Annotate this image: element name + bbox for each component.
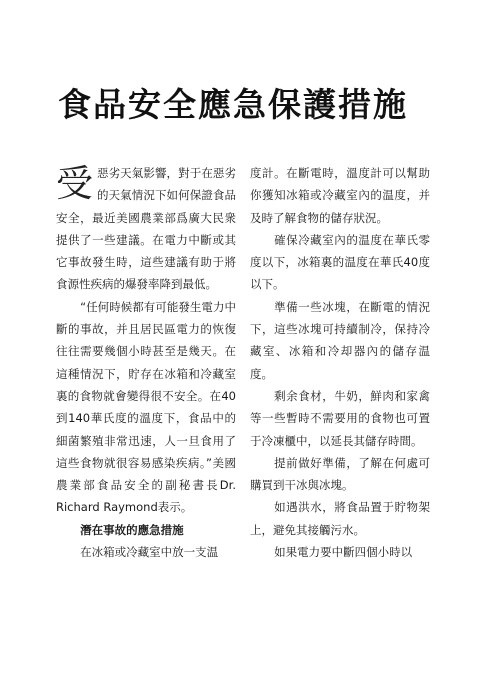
body-paragraph: 如遇洪水，將食品置于貯物架上，避免其接觸污水。 — [250, 500, 430, 537]
section-subheading: 潛在事故的應急措施 — [80, 522, 184, 537]
body-paragraph: 確保冷藏室內的温度在華氏零度以下，冰箱裏的温度在華氏40度以下。 — [250, 232, 430, 292]
quote-paragraph: “任何時候都有可能發生電力中斷的事故，并且居民區電力的恢復往往需要幾個小時甚至是幾天。在這種情況下，貯存在冰箱和冷藏室裏的食物就會變得很不安全。在40到140華氏度的溫度下，食品中的細菌繁殖非常迅速，人一旦食用了這些食物就很容易感染疾病。”美國農業部食品安全的副秘書長Dr. Richard Raymond表示。 — [56, 299, 236, 515]
right-column — [250, 162, 430, 563]
body-paragraph: 如果電力要中斷四個小時以 — [274, 545, 413, 560]
intro-paragraph — [56, 162, 236, 296]
continued-paragraph: 度計。在斷電時，溫度計可以幫助你獲知冰箱或冷藏室內的温度，并及時了解食物的儲存狀況。 — [250, 166, 430, 225]
body-paragraph: 在冰箱或冷藏室中放一支温 — [80, 545, 219, 560]
left-column — [56, 162, 236, 563]
body-paragraph: 準備一些冰塊，在斷電的情況下，這些冰塊可持續制冷，保持冷藏室、冰箱和冷却器內的儲存温度。 — [250, 299, 430, 381]
body-paragraph: 剩余食材，牛奶，鮮肉和家禽等一些暫時不需要用的食物也可置于冷凍櫃中，以延長其儲存時間。 — [250, 388, 430, 448]
article-title: 食品安全應急保護措施 — [58, 85, 408, 124]
body-paragraph: 提前做好準備，了解在何處可購買到干冰與冰塊。 — [250, 455, 430, 493]
intro-text: 惡劣天氣影響，對于在惡劣的天氣情況下如何保證食品安全，最近美國農業部爲廣大民衆提供了一些建議。在電力中斷或其它事故發生時，這些建議有助于將食源性疾病的爆發率降到最低。 — [56, 166, 236, 292]
drop-cap: 受 — [56, 162, 93, 205]
